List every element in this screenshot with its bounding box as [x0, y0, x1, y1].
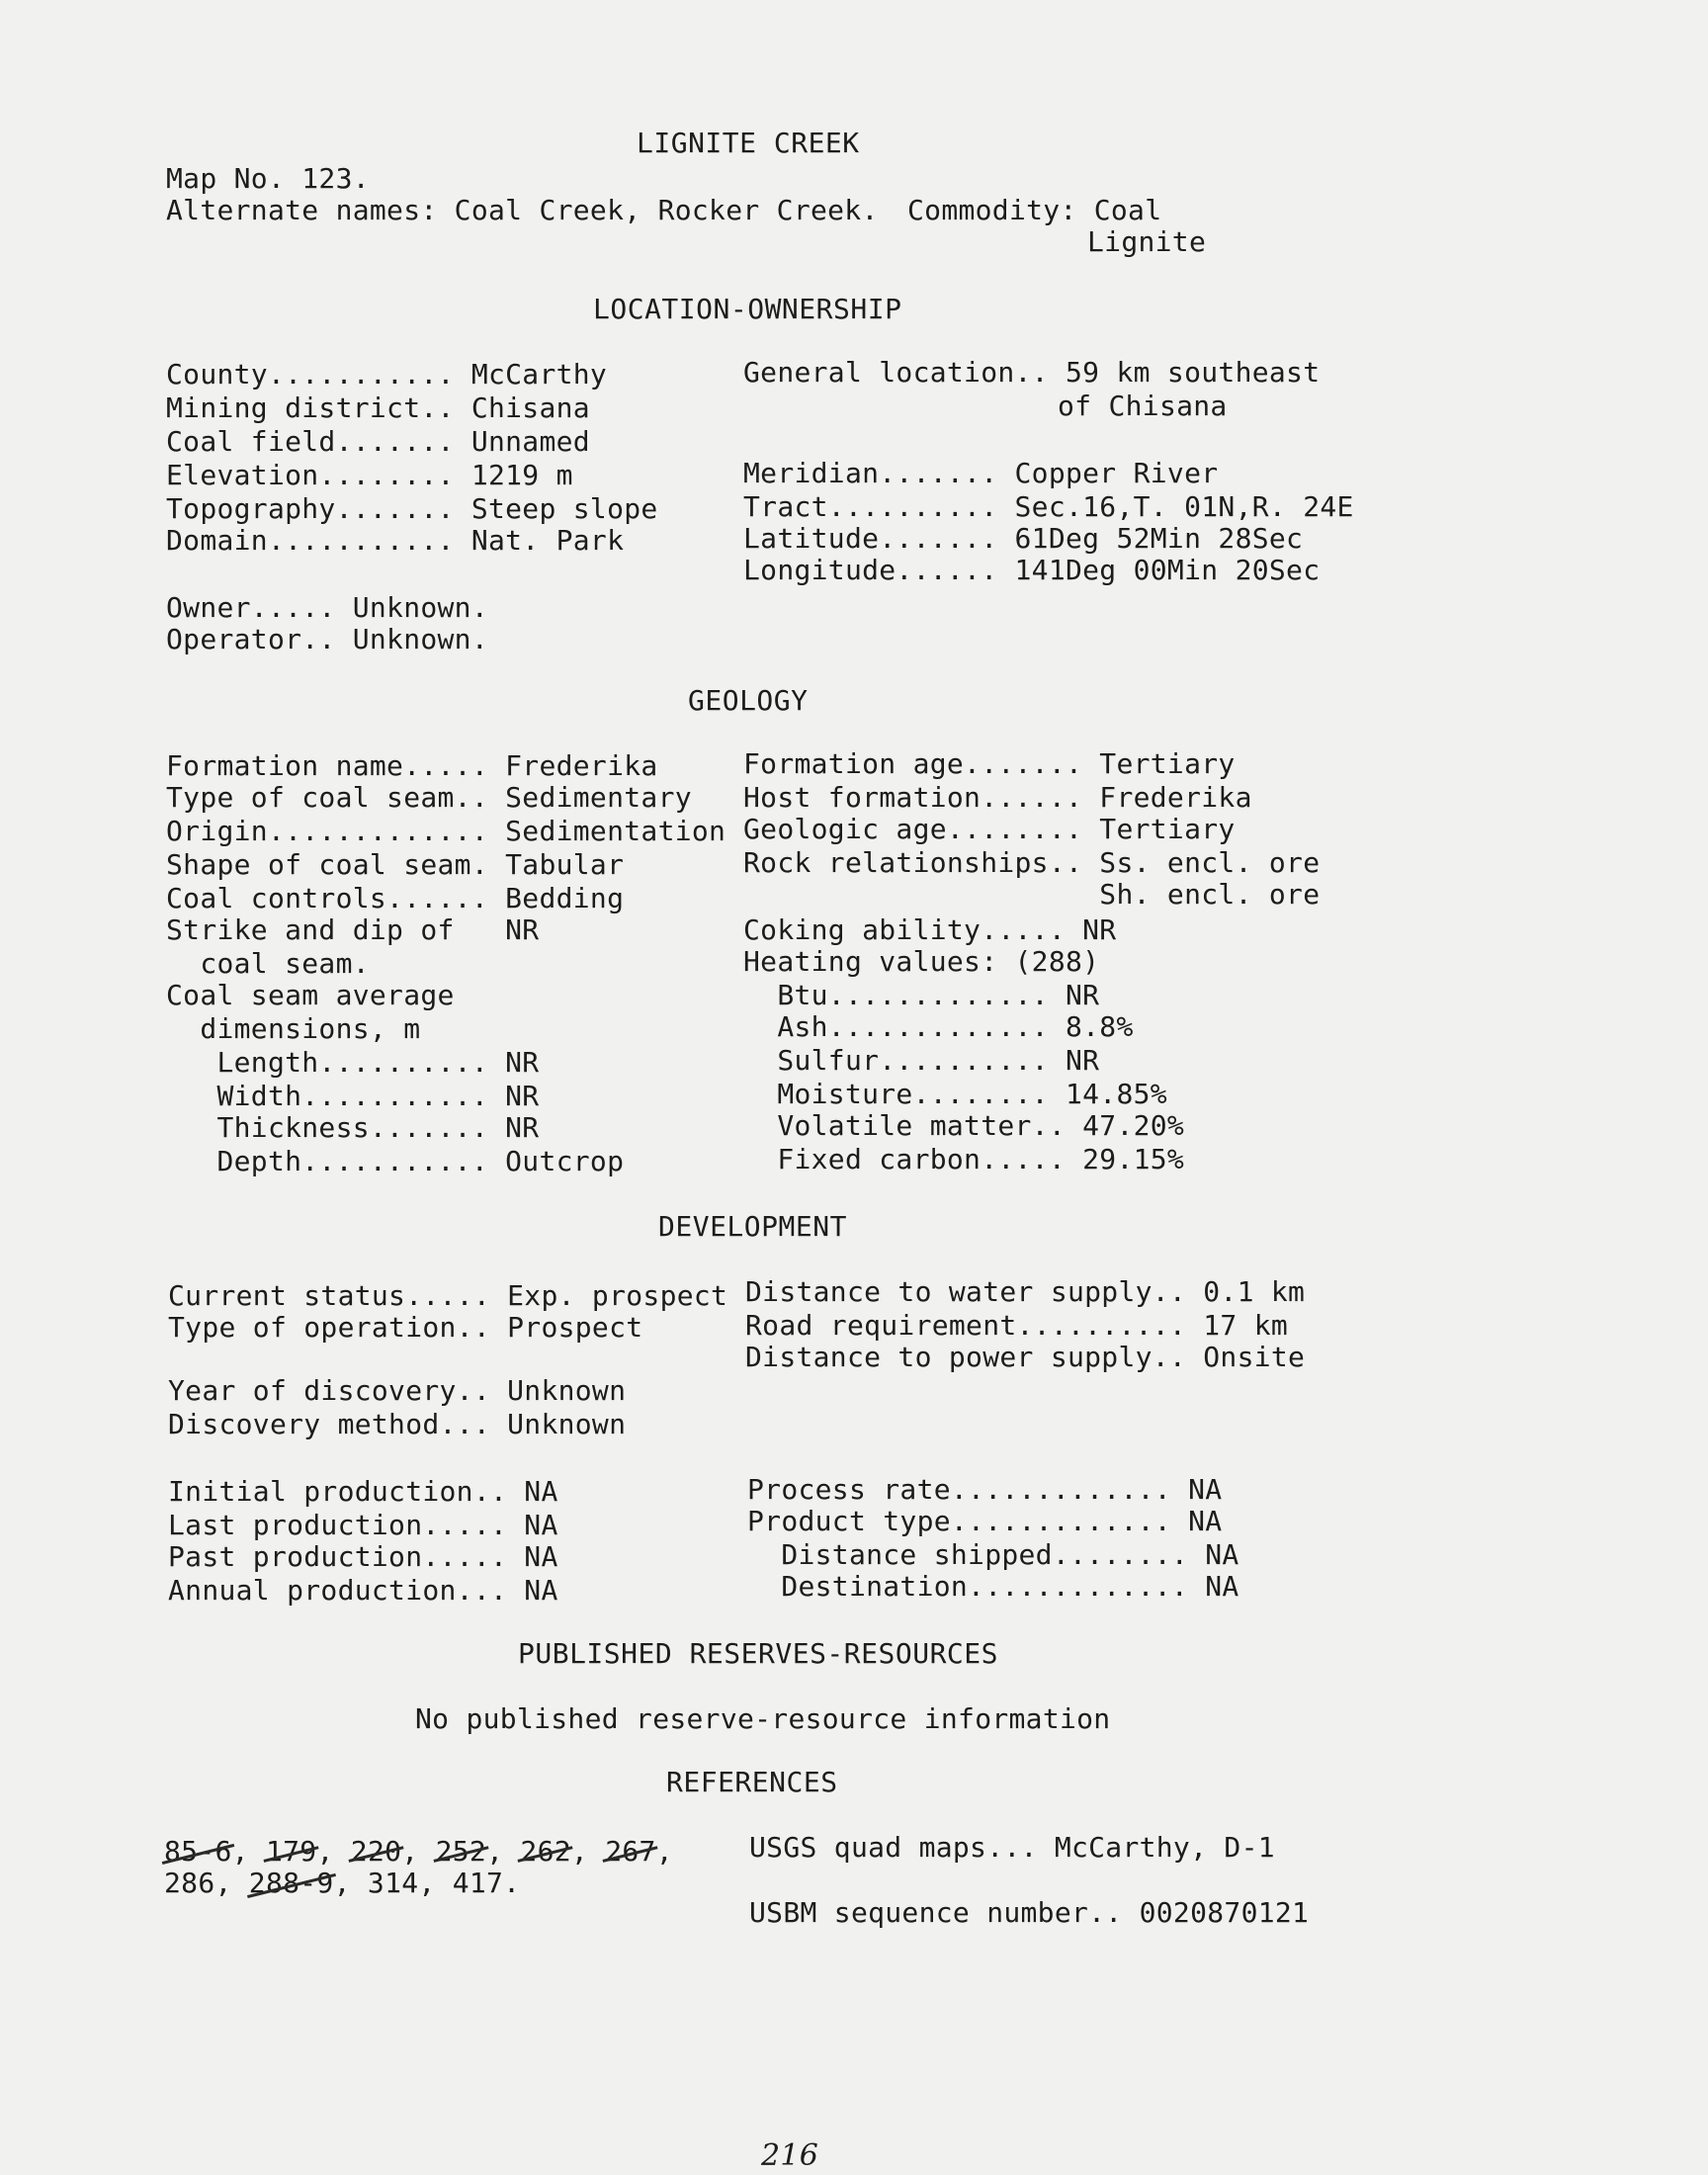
struck-reference: 252: [435, 1835, 487, 1868]
reserves-text: No published reserve-resource information: [415, 1702, 1111, 1735]
geology-field: Volatile matter.. 47.20%: [743, 1109, 1185, 1142]
heating-values-label: Heating values: (288): [743, 945, 1100, 978]
geology-field: Length.......... NR: [166, 1046, 540, 1079]
production-field: Process rate............. NA: [747, 1473, 1223, 1506]
geology-field: Width........... NR: [166, 1080, 540, 1112]
location-field: Topography....... Steep slope: [166, 492, 658, 525]
location-field: County........... McCarthy: [166, 358, 608, 391]
reference-text: ,: [316, 1835, 351, 1868]
commodity-label: Commodity: Coal: [907, 194, 1162, 226]
struck-reference: 220: [350, 1835, 402, 1868]
geology-field: Formation age....... Tertiary: [743, 747, 1236, 780]
struck-reference: 267: [605, 1835, 656, 1868]
production-field: Annual production... NA: [168, 1574, 558, 1607]
geology-field: Host formation...... Frederika: [743, 781, 1252, 814]
geology-field: Thickness....... NR: [166, 1111, 540, 1144]
location-field: Latitude....... 61Deg 52Min 28Sec: [743, 522, 1304, 555]
reference-text: 286,: [164, 1867, 249, 1899]
struck-reference: 179: [265, 1835, 317, 1868]
geology-field: Coking ability..... NR: [743, 914, 1117, 946]
geology-field: Sh. encl. ore: [743, 878, 1321, 911]
development-field: Year of discovery.. Unknown: [168, 1374, 627, 1407]
production-field: Initial production.. NA: [168, 1475, 558, 1508]
production-field: Product type............. NA: [747, 1505, 1223, 1537]
location-field: Meridian....... Copper River: [743, 457, 1219, 489]
reference-list-line-1: [164, 1835, 673, 1869]
location-field: Longitude...... 141Deg 00Min 20Sec: [743, 554, 1321, 586]
owner: Owner..... Unknown.: [166, 591, 488, 624]
struck-reference: 85-6: [164, 1835, 232, 1868]
production-field: Past production..... NA: [168, 1540, 558, 1573]
struck-reference: 262: [520, 1835, 571, 1868]
development-field: Current status..... Exp. prospect: [168, 1279, 728, 1312]
location-field: Tract.......... Sec.16,T. 01N,R. 24E: [743, 490, 1354, 523]
page-number: 216: [761, 2138, 819, 2173]
usgs-quad-maps: USGS quad maps... McCarthy, D-1: [749, 1831, 1275, 1864]
development-field: Distance to power supply.. Onsite: [745, 1341, 1306, 1373]
geology-field: Ash............. 8.8%: [743, 1010, 1134, 1043]
geology-field: Strike and dip of NR: [166, 914, 540, 946]
section-heading-references: REFERENCES: [666, 1766, 838, 1798]
development-field: Discovery method... Unknown: [168, 1408, 627, 1440]
operator: Operator.. Unknown.: [166, 623, 488, 655]
reference-text: ,: [231, 1835, 266, 1868]
geology-field: Sulfur.......... NR: [743, 1044, 1100, 1077]
geology-field: Moisture........ 14.85%: [743, 1078, 1167, 1110]
location-field: Domain........... Nat. Park: [166, 524, 625, 557]
production-field: Distance shipped........ NA: [747, 1538, 1239, 1571]
geology-field: Rock relationships.. Ss. encl. ore: [743, 846, 1321, 879]
geology-field: Coal seam average: [166, 979, 455, 1011]
geology-field: Depth........... Outcrop: [166, 1145, 625, 1177]
general-location: General location.. 59 km southeast: [743, 356, 1321, 389]
geology-field: Coal controls...... Bedding: [166, 882, 625, 914]
location-field: Elevation........ 1219 m: [166, 459, 573, 491]
section-heading-location: LOCATION-OWNERSHIP: [593, 293, 902, 325]
section-heading-development: DEVELOPMENT: [658, 1210, 847, 1243]
reference-list-line-2: [164, 1867, 520, 1900]
section-heading-reserves: PUBLISHED RESERVES-RESOURCES: [518, 1637, 999, 1670]
geology-field: coal seam.: [166, 947, 370, 980]
reference-text: ,: [655, 1835, 673, 1868]
geology-field: Formation name..... Frederika: [166, 749, 658, 782]
reference-text: , 314, 417.: [333, 1867, 521, 1899]
struck-reference: 288-9: [248, 1867, 334, 1899]
development-field: Type of operation.. Prospect: [168, 1311, 643, 1344]
usbm-sequence-number: USBM sequence number.. 0020870121: [749, 1896, 1310, 1929]
development-field: Road requirement.......... 17 km: [745, 1309, 1289, 1342]
location-field: Mining district.. Chisana: [166, 392, 590, 424]
general-location-cont: of Chisana: [1058, 390, 1228, 422]
commodity-secondary: Lignite: [1087, 225, 1207, 258]
location-field: Coal field....... Unnamed: [166, 425, 590, 458]
development-field: Distance to water supply.. 0.1 km: [745, 1275, 1306, 1308]
reference-text: ,: [570, 1835, 606, 1868]
production-field: Last production..... NA: [168, 1509, 558, 1541]
reference-text: ,: [401, 1835, 436, 1868]
record-title: LIGNITE CREEK: [637, 127, 860, 159]
map-number: Map No. 123.: [166, 162, 370, 195]
alternate-names: Alternate names: Coal Creek, Rocker Creek.: [166, 194, 879, 226]
geology-field: Btu............. NR: [743, 979, 1100, 1011]
reference-text: ,: [486, 1835, 521, 1868]
section-heading-geology: GEOLOGY: [688, 684, 809, 717]
production-field: Destination............. NA: [747, 1570, 1239, 1603]
geology-field: Origin............. Sedimentation: [166, 815, 726, 847]
geology-field: Geologic age........ Tertiary: [743, 813, 1236, 845]
geology-field: Shape of coal seam. Tabular: [166, 848, 625, 881]
geology-field: Type of coal seam.. Sedimentary: [166, 781, 692, 814]
geology-field: dimensions, m: [166, 1012, 421, 1045]
geology-field: Fixed carbon..... 29.15%: [743, 1143, 1185, 1175]
